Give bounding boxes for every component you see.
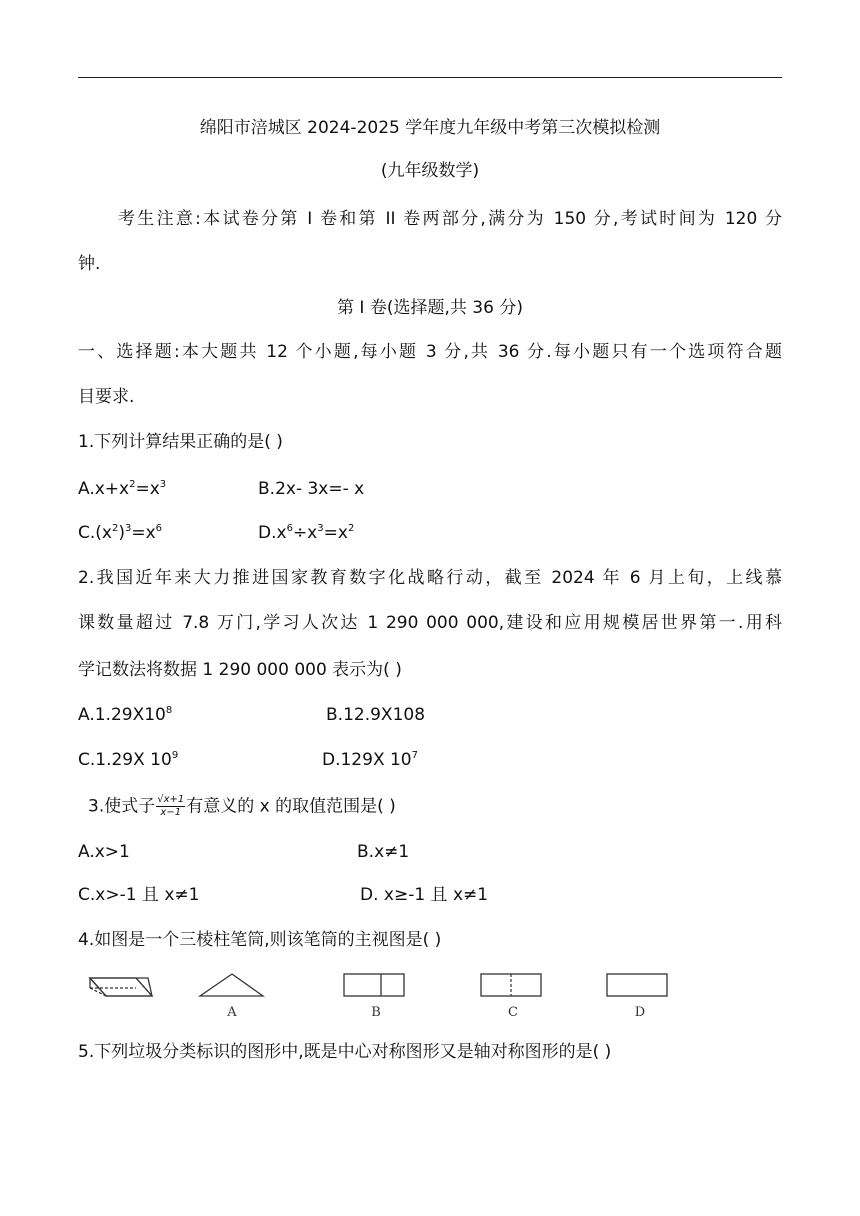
q1-option-c: $C.(x^2)^3=x^6$ — [78, 523, 163, 543]
notice-line-1: 考生注意:本试卷分第 I 卷和第 II 卷两部分,满分为 150 分,考试时间为 120 分 — [118, 209, 782, 229]
q2-option-d: D.129X $10^7$ — [322, 750, 418, 770]
option-a-triangle — [200, 974, 263, 996]
section-intro-line-2: 目要求. — [78, 387, 135, 407]
q1-stem: 1.下列计算结果正确的是( ) — [78, 432, 283, 452]
notice-line-2: 钟. — [78, 254, 101, 274]
q3-stem: 3.使式子 $\frac{√x+1}{x-1}$ 有意义的 x 的取值范围是( ) — [88, 794, 396, 818]
q3-option-c: C.x>-1 且 x≠1 — [78, 885, 200, 905]
q2-option-b: B.12.9X108 — [326, 705, 426, 725]
q1-option-a: $A.x+x^2=x^3$ — [78, 479, 167, 499]
option-d-label: D — [634, 1005, 646, 1020]
option-d-shape — [607, 974, 667, 996]
q2-line-3: 学记数法将数据 1 290 000 000 表示为( ) — [78, 660, 402, 680]
q1-option-d: $D.x^6\div x^3=x^2$ — [258, 523, 355, 543]
q4-figure — [78, 966, 798, 1026]
q3-option-b: B.x≠1 — [357, 842, 410, 862]
option-a-label: A — [227, 1005, 237, 1020]
option-b-shape — [344, 974, 404, 996]
section-title: 第 I 卷(选择题,共 36 分) — [337, 298, 523, 318]
q2-line-2: 课数量超过 7.8 万门,学习人次达 1 290 000 000,建设和应用规模居世界第一.用科 — [78, 613, 782, 633]
q4-stem: 4.如图是一个三棱柱笔筒,则该笔筒的主视图是( ) — [78, 930, 442, 950]
exam-subtitle: (九年级数学) — [380, 161, 480, 181]
q2-option-a: $A.1.29X10^8$ — [78, 705, 173, 725]
option-b-label: B — [371, 1005, 381, 1020]
q3-option-d: D. x≥-1 且 x≠1 — [360, 885, 489, 905]
header-rule — [78, 77, 782, 78]
q5-stem: 5.下列垃圾分类标识的图形中,既是中心对称图形又是轴对称图形的是( ) — [78, 1042, 612, 1062]
section-intro-line-1: 一、选择题:本大题共 12 个小题,每小题 3 分,共 36 分.每小题只有一个选项符合题 — [78, 342, 782, 362]
option-c-label: C — [508, 1005, 518, 1020]
exam-title: 绵阳市涪城区 2024-2025 学年度九年级中考第三次模拟检测 — [199, 118, 661, 138]
q1-option-b: B.2x- 3x=- x — [258, 479, 365, 499]
q3-fraction: $\frac{√x+1}{x-1}$ — [157, 794, 185, 818]
q3-option-a: A.x>1 — [78, 842, 130, 862]
q2-line-1: 2.我国近年来大力推进国家教育数字化战略行动，截至 2024 年 6 月上旬，上线慕 — [78, 568, 782, 588]
prism-drawing — [90, 978, 152, 996]
q2-option-c: C.1.29X $10^9$ — [78, 750, 179, 770]
